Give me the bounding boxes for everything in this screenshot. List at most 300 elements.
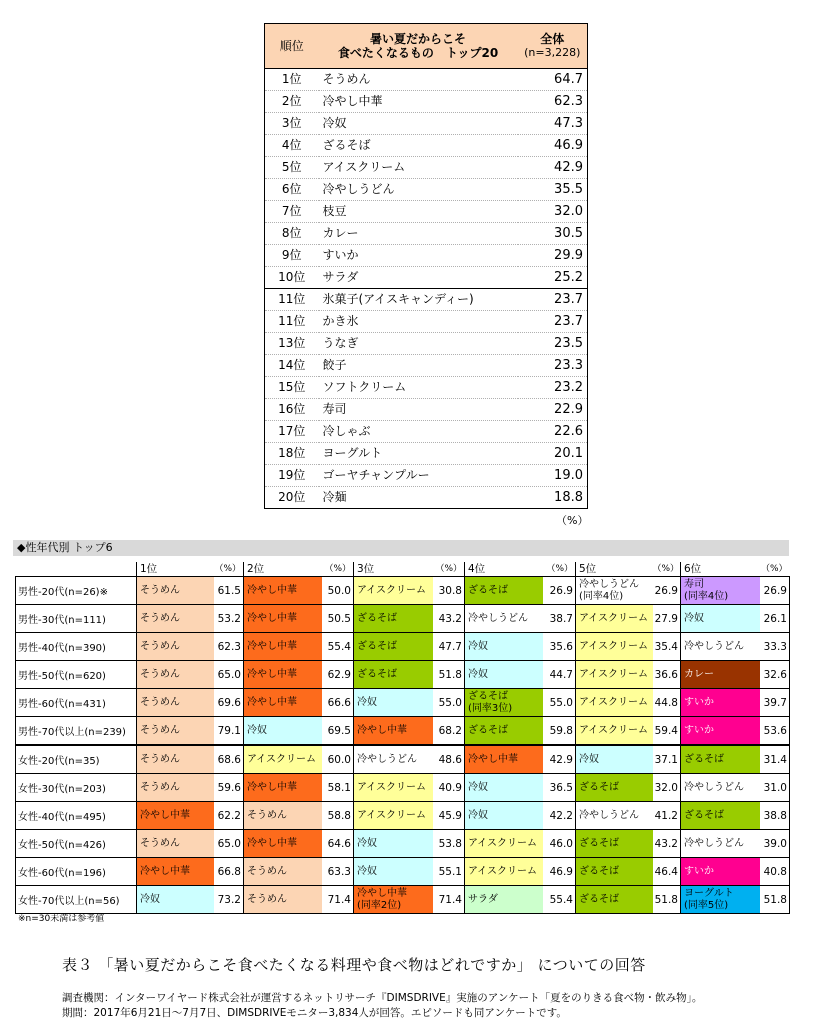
food-percent: 50.5 bbox=[322, 605, 354, 633]
food-percent: 51.8 bbox=[653, 886, 681, 914]
food-cell bbox=[244, 689, 322, 717]
food-cell bbox=[465, 661, 543, 689]
demographic-row bbox=[16, 577, 790, 605]
food-percent: 58.8 bbox=[322, 802, 354, 830]
food-cell bbox=[681, 605, 760, 633]
food-name: アイスクリーム bbox=[357, 584, 426, 596]
food-cell bbox=[681, 802, 760, 830]
top20-item: サラダ bbox=[319, 267, 518, 289]
food-cell bbox=[354, 717, 433, 746]
demographic-row bbox=[16, 802, 790, 830]
food-name: ざるそば bbox=[357, 640, 397, 652]
top20-row bbox=[265, 91, 588, 113]
top20-row bbox=[265, 113, 588, 135]
food-percent: 44.8 bbox=[653, 689, 681, 717]
demographic-label: 男性-20代(n=26)※ bbox=[16, 577, 137, 605]
food-cell bbox=[465, 633, 543, 661]
food-percent: 44.7 bbox=[543, 661, 576, 689]
top20-value: 30.5 bbox=[518, 223, 588, 245]
demographic-label: 女性-30代(n=203) bbox=[16, 774, 137, 802]
food-cell bbox=[137, 774, 214, 802]
top20-rank: 18位 bbox=[265, 443, 319, 465]
food-cell bbox=[244, 802, 322, 830]
tie-note: (同率2位) bbox=[357, 899, 402, 911]
top20-row bbox=[265, 465, 588, 487]
food-cell bbox=[137, 633, 214, 661]
top20-value: 42.9 bbox=[518, 157, 588, 179]
food-cell bbox=[465, 689, 543, 717]
food-cell bbox=[137, 605, 214, 633]
food-cell bbox=[681, 689, 760, 717]
food-name: そうめん bbox=[140, 640, 180, 652]
food-percent: 55.4 bbox=[322, 633, 354, 661]
food-cell bbox=[576, 886, 653, 914]
food-percent: 59.4 bbox=[653, 717, 681, 746]
demographic-label: 女性-20代(n=35) bbox=[16, 745, 137, 774]
food-percent: 71.4 bbox=[433, 886, 465, 914]
top20-row bbox=[265, 311, 588, 333]
food-cell bbox=[681, 774, 760, 802]
food-name: そうめん bbox=[140, 584, 180, 596]
top20-value: 23.2 bbox=[518, 377, 588, 399]
food-name: そうめん bbox=[140, 837, 180, 849]
top20-rank: 5位 bbox=[265, 157, 319, 179]
food-percent: 39.0 bbox=[760, 830, 790, 858]
top20-item: 寿司 bbox=[319, 399, 518, 421]
food-percent: 61.5 bbox=[214, 577, 244, 605]
food-name: アイスクリーム bbox=[579, 612, 648, 624]
food-percent: 59.6 bbox=[214, 774, 244, 802]
food-name: 冷やし中華 bbox=[247, 612, 297, 624]
top20-rank: 4位 bbox=[265, 135, 319, 157]
top20-value: 62.3 bbox=[518, 91, 588, 113]
food-percent: 36.6 bbox=[653, 661, 681, 689]
top20-item: すいか bbox=[319, 245, 518, 267]
food-percent: 71.4 bbox=[322, 886, 354, 914]
header-title-line2: 食べたくなるもの トップ20 bbox=[337, 46, 499, 60]
food-name: 冷やしうどん bbox=[684, 781, 744, 793]
food-name: そうめん bbox=[140, 781, 180, 793]
food-cell bbox=[244, 605, 322, 633]
top20-item: 冷やしうどん bbox=[319, 179, 518, 201]
top20-row bbox=[265, 179, 588, 201]
food-name: すいか bbox=[684, 865, 714, 877]
food-name: 冷やし中華 bbox=[247, 696, 297, 708]
top20-row bbox=[265, 157, 588, 179]
survey-line-2: 期間：2017年6月21日～7月7日、DIMSDRIVEモニター3,834人が回答。エピソードも同アンケートです。 bbox=[62, 1007, 567, 1019]
top20-rank: 7位 bbox=[265, 201, 319, 223]
top20-rank: 15位 bbox=[265, 377, 319, 399]
food-cell bbox=[137, 577, 214, 605]
food-cell bbox=[465, 886, 543, 914]
demographic-label: 女性-50代(n=426) bbox=[16, 830, 137, 858]
food-percent: 26.9 bbox=[760, 577, 790, 605]
rank-header-unit: （%） bbox=[760, 564, 788, 574]
food-percent: 64.6 bbox=[322, 830, 354, 858]
food-cell bbox=[137, 858, 214, 886]
top20-body bbox=[265, 69, 588, 509]
top20-value: 25.2 bbox=[518, 267, 588, 289]
top20-value: 22.9 bbox=[518, 399, 588, 421]
food-percent: 45.9 bbox=[433, 802, 465, 830]
food-percent: 60.0 bbox=[322, 745, 354, 774]
food-cell bbox=[576, 689, 653, 717]
food-cell bbox=[465, 745, 543, 774]
demographic-label: 男性-30代(n=111) bbox=[16, 605, 137, 633]
food-cell bbox=[354, 689, 433, 717]
rank-header-unit: （%） bbox=[324, 564, 351, 574]
demographic-label: 男性-60代(n=431) bbox=[16, 689, 137, 717]
top20-value: 20.1 bbox=[518, 443, 588, 465]
food-percent: 69.6 bbox=[214, 689, 244, 717]
food-name: 冷奴 bbox=[579, 753, 599, 765]
food-percent: 31.4 bbox=[760, 745, 790, 774]
demographic-row bbox=[16, 633, 790, 661]
food-cell bbox=[681, 577, 760, 605]
top20-value: 23.5 bbox=[518, 333, 588, 355]
demographic-label: 男性-70代以上(n=239) bbox=[16, 717, 137, 746]
food-cell bbox=[576, 745, 653, 774]
top20-rank: 2位 bbox=[265, 91, 319, 113]
food-name: 冷奴 bbox=[468, 781, 488, 793]
top20-value: 32.0 bbox=[518, 201, 588, 223]
food-name: ざるそば bbox=[684, 809, 724, 821]
food-name: 冷奴 bbox=[684, 612, 704, 624]
food-name: 冷奴 bbox=[140, 893, 160, 905]
food-percent: 53.8 bbox=[433, 830, 465, 858]
demographic-row bbox=[16, 661, 790, 689]
top20-item: アイスクリーム bbox=[319, 157, 518, 179]
top20-value: 29.9 bbox=[518, 245, 588, 267]
food-name: 冷やしうどん bbox=[579, 809, 639, 821]
top20-row bbox=[265, 245, 588, 267]
food-percent: 55.0 bbox=[433, 689, 465, 717]
rank-header-blank bbox=[16, 562, 137, 577]
top20-rank: 11位 bbox=[265, 289, 319, 311]
food-cell bbox=[244, 717, 322, 746]
food-cell bbox=[465, 577, 543, 605]
header-rank: 順位 bbox=[265, 24, 319, 69]
food-name: アイスクリーム bbox=[357, 781, 426, 793]
food-name: ざるそば bbox=[579, 837, 619, 849]
food-cell bbox=[576, 802, 653, 830]
top20-item: ヨーグルト bbox=[319, 443, 518, 465]
food-cell bbox=[465, 774, 543, 802]
top20-item: 冷奴 bbox=[319, 113, 518, 135]
food-cell bbox=[137, 886, 214, 914]
top20-row bbox=[265, 201, 588, 223]
top20-rank: 6位 bbox=[265, 179, 319, 201]
food-name: 冷やし中華 bbox=[247, 640, 297, 652]
top20-row bbox=[265, 421, 588, 443]
top20-item: 冷しゃぶ bbox=[319, 421, 518, 443]
top20-row bbox=[265, 223, 588, 245]
rank-header-1: 1位 bbox=[137, 562, 214, 577]
food-percent: 26.9 bbox=[543, 577, 576, 605]
food-cell bbox=[354, 802, 433, 830]
demographic-row bbox=[16, 886, 790, 914]
top20-rank: 3位 bbox=[265, 113, 319, 135]
top20-value: 47.3 bbox=[518, 113, 588, 135]
food-cell bbox=[354, 605, 433, 633]
top20-item: ゴーヤチャンプルー bbox=[319, 465, 518, 487]
top20-row bbox=[265, 377, 588, 399]
food-name: 冷奴 bbox=[357, 865, 377, 877]
food-name: 寿司 bbox=[684, 578, 704, 590]
food-name: ざるそば bbox=[357, 668, 397, 680]
top20-rank: 11位 bbox=[265, 311, 319, 333]
food-percent: 35.6 bbox=[543, 633, 576, 661]
food-percent: 43.2 bbox=[653, 830, 681, 858]
top20-rank: 16位 bbox=[265, 399, 319, 421]
tie-note: (同率4位) bbox=[579, 590, 624, 602]
top20-row bbox=[265, 333, 588, 355]
top20-rank: 14位 bbox=[265, 355, 319, 377]
top20-item: 枝豆 bbox=[319, 201, 518, 223]
rank-header-2: 2位 bbox=[244, 562, 322, 577]
food-percent: 46.4 bbox=[653, 858, 681, 886]
demographic-row bbox=[16, 774, 790, 802]
food-name: 冷やしうどん bbox=[684, 640, 744, 652]
food-name: ざるそば bbox=[468, 724, 508, 736]
top20-rank: 9位 bbox=[265, 245, 319, 267]
top20-rank: 10位 bbox=[265, 267, 319, 289]
food-percent: 53.6 bbox=[760, 717, 790, 746]
food-percent: 32.0 bbox=[653, 774, 681, 802]
food-percent: 58.1 bbox=[322, 774, 354, 802]
header-total-label: 全体 bbox=[540, 32, 565, 46]
food-name: 冷やし中華 bbox=[357, 724, 407, 736]
food-percent: 30.8 bbox=[433, 577, 465, 605]
food-cell bbox=[137, 689, 214, 717]
food-percent: 62.3 bbox=[214, 633, 244, 661]
food-percent: 42.9 bbox=[543, 745, 576, 774]
demographic-label: 男性-40代(n=390) bbox=[16, 633, 137, 661]
top20-value: 23.3 bbox=[518, 355, 588, 377]
top20-value: 35.5 bbox=[518, 179, 588, 201]
food-name: アイスクリーム bbox=[247, 753, 316, 765]
food-cell bbox=[576, 858, 653, 886]
rank-header-5: 5位 bbox=[576, 562, 653, 577]
food-cell bbox=[354, 745, 433, 774]
demographic-label: 女性-40代(n=495) bbox=[16, 802, 137, 830]
food-percent: 35.4 bbox=[653, 633, 681, 661]
food-percent: 40.9 bbox=[433, 774, 465, 802]
food-name: そうめん bbox=[140, 753, 180, 765]
demographic-row bbox=[16, 858, 790, 886]
food-cell bbox=[681, 830, 760, 858]
food-cell bbox=[244, 577, 322, 605]
demographic-label: 女性-70代以上(n=56) bbox=[16, 886, 137, 914]
food-percent: 46.0 bbox=[543, 830, 576, 858]
food-name: アイスクリーム bbox=[579, 668, 648, 680]
top20-item: 餃子 bbox=[319, 355, 518, 377]
tie-note: (同率5位) bbox=[684, 899, 729, 911]
top20-item: 冷麺 bbox=[322, 490, 347, 504]
food-percent: 68.6 bbox=[214, 745, 244, 774]
food-percent: 79.1 bbox=[214, 717, 244, 746]
food-percent: 47.7 bbox=[433, 633, 465, 661]
food-name: 冷奴 bbox=[468, 809, 488, 821]
demographic-row bbox=[16, 717, 790, 746]
food-name: 冷奴 bbox=[357, 696, 377, 708]
top20-item: そうめん bbox=[319, 69, 518, 91]
food-percent: 51.8 bbox=[433, 661, 465, 689]
food-percent: 32.6 bbox=[760, 661, 790, 689]
top20-rank: 19位 bbox=[265, 465, 319, 487]
food-name: すいか bbox=[684, 724, 714, 736]
food-name: そうめん bbox=[140, 696, 180, 708]
food-percent: 48.6 bbox=[433, 745, 465, 774]
food-cell bbox=[681, 661, 760, 689]
demographic-label: 男性-50代(n=620) bbox=[16, 661, 137, 689]
food-cell bbox=[137, 661, 214, 689]
top20-rank: 13位 bbox=[265, 333, 319, 355]
food-name: ヨーグルト bbox=[684, 887, 734, 899]
food-percent: 55.0 bbox=[543, 689, 576, 717]
footnote: ※n=30未満は参考値 bbox=[18, 914, 105, 924]
demographic-row bbox=[16, 605, 790, 633]
food-cell bbox=[576, 577, 653, 605]
food-name: アイスクリーム bbox=[579, 724, 648, 736]
top20-row bbox=[265, 487, 588, 509]
food-name: 冷やし中華 bbox=[247, 781, 297, 793]
food-cell bbox=[576, 633, 653, 661]
top20-item: 氷菓子(アイスキャンディー) bbox=[319, 289, 518, 311]
food-name: そうめん bbox=[140, 612, 180, 624]
food-name: アイスクリーム bbox=[468, 865, 537, 877]
food-name: ざるそば bbox=[579, 893, 619, 905]
food-percent: 42.2 bbox=[543, 802, 576, 830]
food-percent: 40.8 bbox=[760, 858, 790, 886]
food-name: ざるそば bbox=[468, 690, 508, 702]
food-cell bbox=[244, 661, 322, 689]
top20-row bbox=[265, 267, 588, 289]
food-name: サラダ bbox=[468, 893, 498, 905]
demographic-body bbox=[16, 562, 790, 914]
food-percent: 31.0 bbox=[760, 774, 790, 802]
food-name: 冷やしうどん bbox=[684, 837, 744, 849]
top20-header-row bbox=[265, 24, 588, 69]
food-percent: 39.7 bbox=[760, 689, 790, 717]
food-cell bbox=[137, 830, 214, 858]
header-title bbox=[319, 24, 518, 69]
top20-item: ソフトクリーム bbox=[319, 377, 518, 399]
food-cell bbox=[244, 633, 322, 661]
food-name: 冷奴 bbox=[247, 724, 267, 736]
food-cell bbox=[681, 745, 760, 774]
food-name: ざるそば bbox=[468, 584, 508, 596]
top20-row bbox=[265, 135, 588, 157]
food-cell bbox=[465, 605, 543, 633]
top20-table bbox=[264, 23, 588, 509]
food-percent: 63.3 bbox=[322, 858, 354, 886]
top20-item: うなぎ bbox=[319, 333, 518, 355]
demographic-label: 女性-60代(n=196) bbox=[16, 858, 137, 886]
top20-value: 23.7 bbox=[518, 289, 588, 311]
food-name: アイスクリーム bbox=[468, 837, 537, 849]
food-percent: 66.6 bbox=[322, 689, 354, 717]
top20-value: 22.6 bbox=[518, 421, 588, 443]
top20-rank: 20位 bbox=[278, 490, 306, 504]
food-name: 冷やし中華 bbox=[140, 809, 190, 821]
section-title: ◆性年代別 トップ6 bbox=[13, 540, 789, 556]
food-name: 冷やしうどん bbox=[357, 753, 417, 765]
food-cell bbox=[137, 717, 214, 746]
food-name: 冷やし中華 bbox=[247, 837, 297, 849]
food-cell bbox=[681, 633, 760, 661]
food-cell bbox=[354, 633, 433, 661]
food-cell bbox=[244, 774, 322, 802]
food-percent: 26.9 bbox=[653, 577, 681, 605]
rank-header-unit: （%） bbox=[546, 564, 573, 574]
food-percent: 65.0 bbox=[214, 661, 244, 689]
rank-header-unit: （%） bbox=[214, 564, 241, 574]
food-percent: 38.8 bbox=[760, 802, 790, 830]
food-name: 冷やし中華 bbox=[247, 668, 297, 680]
food-percent: 36.5 bbox=[543, 774, 576, 802]
food-percent: 62.9 bbox=[322, 661, 354, 689]
food-cell bbox=[244, 858, 322, 886]
food-cell bbox=[354, 774, 433, 802]
food-name: すいか bbox=[684, 696, 714, 708]
top20-row bbox=[265, 399, 588, 421]
demographic-row bbox=[16, 830, 790, 858]
rank-header-unit: （%） bbox=[652, 564, 680, 574]
rank-header-3: 3位 bbox=[354, 562, 433, 577]
rank-header-unit: （%） bbox=[435, 564, 462, 574]
top20-unit: （%） bbox=[556, 514, 589, 527]
food-percent: 37.1 bbox=[653, 745, 681, 774]
top20-value: 64.7 bbox=[518, 69, 588, 91]
food-name: そうめん bbox=[247, 865, 287, 877]
table-caption: 表３ 「暑い夏だからこそ食べたくなる料理や食べ物はどれですか」 についての回答 bbox=[62, 956, 646, 974]
food-cell bbox=[681, 886, 760, 914]
top20-value: 23.7 bbox=[518, 311, 588, 333]
demographic-row bbox=[16, 689, 790, 717]
food-name: 冷やしうどん bbox=[468, 612, 528, 624]
food-cell bbox=[465, 802, 543, 830]
food-cell bbox=[354, 830, 433, 858]
top20-row bbox=[265, 69, 588, 91]
food-percent: 65.0 bbox=[214, 830, 244, 858]
food-cell bbox=[354, 858, 433, 886]
food-cell bbox=[576, 661, 653, 689]
top20-value: 19.0 bbox=[518, 465, 588, 487]
food-cell bbox=[137, 802, 214, 830]
food-name: ざるそば bbox=[357, 612, 397, 624]
demographic-row bbox=[16, 745, 790, 774]
survey-line-1: 調査機関：インターワイヤード株式会社が運営するネットリサーチ『DIMSDRIVE』実施のアンケート「夏をのりきる食べ物・飲み物」。 bbox=[62, 992, 703, 1004]
food-cell bbox=[576, 774, 653, 802]
food-cell bbox=[465, 858, 543, 886]
top20-row bbox=[265, 443, 588, 465]
food-cell bbox=[465, 717, 543, 746]
food-percent: 68.2 bbox=[433, 717, 465, 746]
food-name: 冷やし中華 bbox=[247, 584, 297, 596]
food-cell bbox=[576, 717, 653, 746]
food-percent: 55.4 bbox=[543, 886, 576, 914]
food-percent: 53.2 bbox=[214, 605, 244, 633]
food-name: 冷やし中華 bbox=[468, 753, 518, 765]
food-name: そうめん bbox=[140, 668, 180, 680]
food-percent: 38.7 bbox=[543, 605, 576, 633]
food-name: 冷奴 bbox=[468, 640, 488, 652]
food-percent: 50.0 bbox=[322, 577, 354, 605]
top20-value: 46.9 bbox=[518, 135, 588, 157]
tie-note: (同率4位) bbox=[684, 590, 729, 602]
food-percent: 51.8 bbox=[760, 886, 790, 914]
